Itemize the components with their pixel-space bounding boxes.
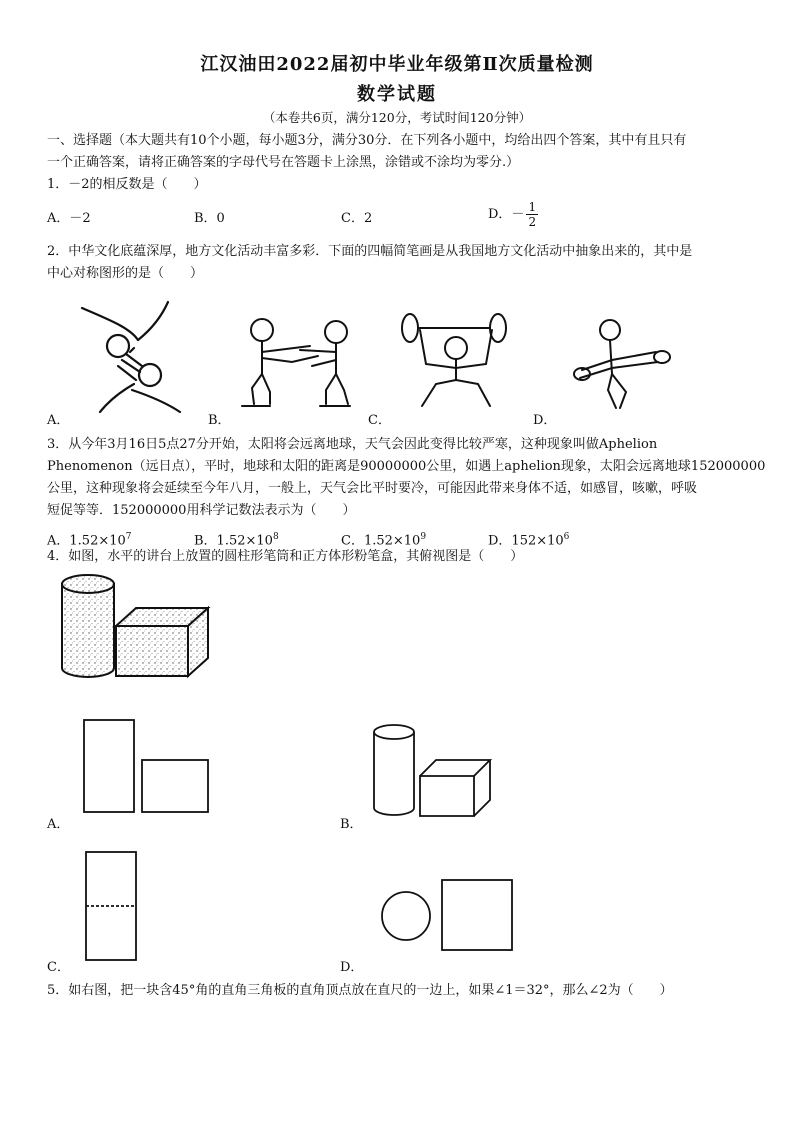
q3-line1: 3．从今年3月16日5点27分开始，太阳将会远离地球，天气会因此变得比较严寒，这种现象叫做Aphelion <box>47 437 658 452</box>
q2-stem-line1: 2．中华文化底蕴深厚，地方文化活动丰富多彩．下面的四幅简笔画是从我国地方文化活动中抽象出来的，其中是 <box>47 244 693 259</box>
q1-option-d-fraction <box>526 200 538 229</box>
q3-option-d-exp: 6 <box>563 532 570 542</box>
exam-info: （本卷共6页，满分120分，考试时间120分钟） <box>262 110 532 125</box>
q4-option-b-figure <box>370 718 498 818</box>
fraction-numerator: 1 <box>528 200 537 214</box>
q2-figure-b <box>240 312 360 412</box>
q3-option-a-exp: 7 <box>125 532 132 542</box>
q2-figure-d <box>568 312 678 416</box>
q5-stem: 5．如右图，把一块含45°角的直角三角板的直角顶点放在直尺的一边上，如果∠1＝32°，那么∠2为（ ） <box>47 983 673 998</box>
q4-main-figure <box>52 572 212 684</box>
q2-label-a: A． <box>47 413 70 428</box>
q1-option-b: B．0 <box>194 211 225 226</box>
q1-option-d-prefix: D．－ <box>488 206 525 222</box>
q2-stem-line2: 中心对称图形的是（ ） <box>47 266 204 281</box>
q1-option-a: A．－2 <box>47 211 91 226</box>
page-title: 江汉油田2022届初中毕业年级第Ⅱ次质量检测 <box>200 54 594 75</box>
q1-option-c: C．2 <box>341 211 373 226</box>
q3-option-c-base: C．1.52×10 <box>341 533 421 549</box>
q3-line2: Phenomenon（远日点），平时，地球和太阳的距离是90000000公里，如遇上aphelion现象，太阳会远离地球152000000 <box>47 459 766 474</box>
q2-label-b: B． <box>208 413 231 428</box>
q3-line3: 公里，这种现象将会延续至今年八月，一般上，天气会比平时要冷，可能因此带来身体不适，如感冒，咳嗽，呼吸 <box>47 481 698 496</box>
q4-option-c-figure <box>84 850 140 962</box>
q3-option-d-base: D．152×10 <box>488 533 564 549</box>
q3-option-a-base: A．1.52×10 <box>47 533 126 549</box>
q1-stem: 1．－2的相反数是（ ） <box>47 177 207 192</box>
q4-stem: 4．如图，水平的讲台上放置的圆柱形笔筒和正方体形粉笔盒，其俯视图是（ ） <box>47 549 524 564</box>
q4-option-d-figure <box>380 876 516 952</box>
q4-label-c: C． <box>47 960 70 975</box>
q4-label-a: A． <box>47 817 70 832</box>
section-instructions-line1: 一、选择题（本大题共有10个小题，每小题3分，满分30分．在下列各小题中，均给出四个答案，其中有且只有 <box>47 133 687 148</box>
q2-figure-c <box>398 308 510 412</box>
subject-title: 数学试题 <box>357 84 437 105</box>
q2-label-c: C． <box>368 413 391 428</box>
q1-option-d <box>488 200 538 229</box>
q2-label-d: D． <box>533 413 557 428</box>
q4-option-a-figure <box>80 718 212 816</box>
q3-line4: 短促等等．152000000用科学记数法表示为（ ） <box>47 503 356 518</box>
q3-option-b-base: B．1.52×10 <box>194 533 273 549</box>
fraction-denominator: 2 <box>528 215 537 229</box>
q3-option-c-exp: 9 <box>420 532 427 542</box>
q4-label-d: D． <box>340 960 364 975</box>
q4-label-b: B． <box>340 817 363 832</box>
section-instructions-line2: 一个正确答案，请将正确答案的字母代号在答题卡上涂黑，涂错或不涂均为零分.） <box>47 155 520 170</box>
q2-figure-a <box>60 300 190 415</box>
q3-option-b-exp: 8 <box>272 532 279 542</box>
